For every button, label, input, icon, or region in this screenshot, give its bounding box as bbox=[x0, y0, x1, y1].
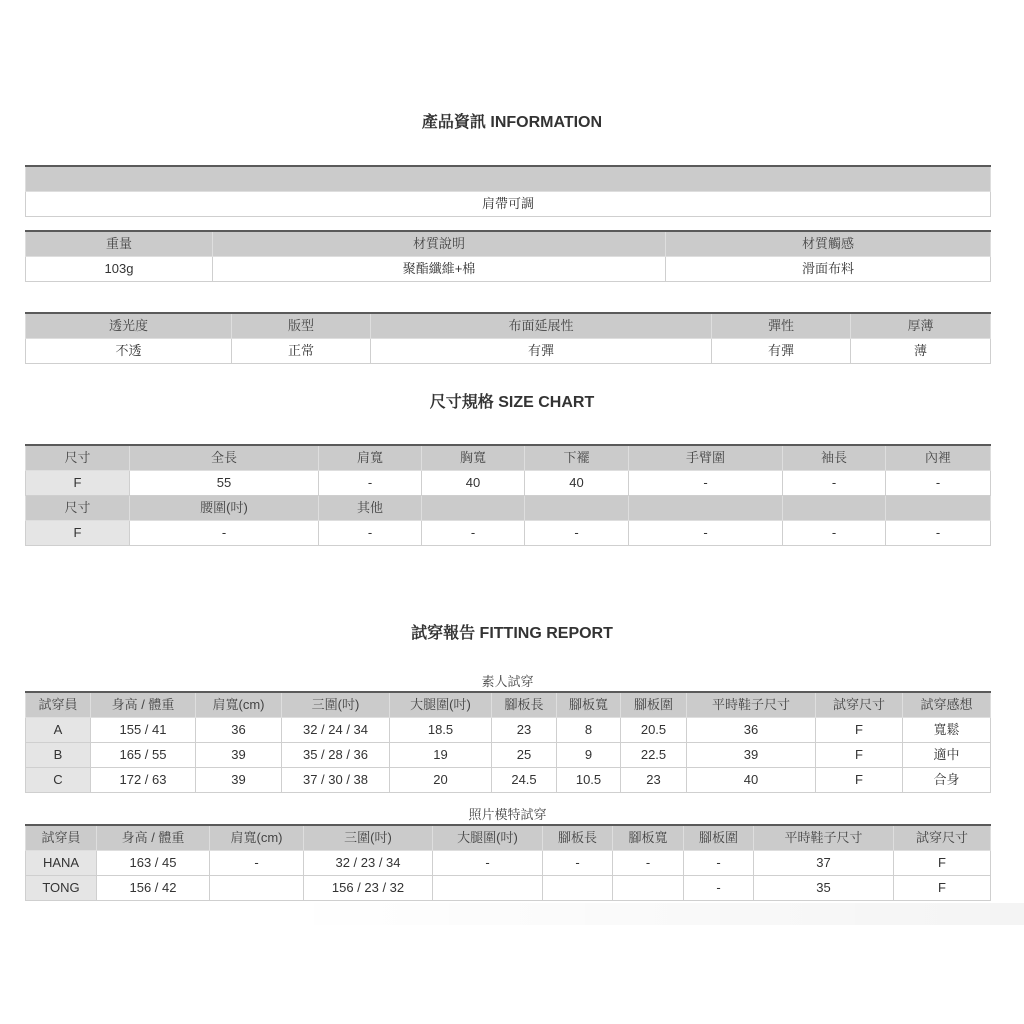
fabric-header-cell: 透光度 bbox=[26, 313, 232, 338]
fabric-cell: 不透 bbox=[26, 338, 232, 363]
material-header-cell: 材質觸感 bbox=[666, 231, 991, 256]
size-cell: - bbox=[629, 470, 783, 495]
size-header-cell: 尺寸 bbox=[26, 445, 130, 470]
table-row bbox=[26, 338, 991, 363]
model-label-cell: HANA bbox=[26, 850, 97, 875]
models-caption: 照片模特試穿 bbox=[468, 807, 547, 822]
tester-label-cell: B bbox=[26, 742, 91, 767]
amateur-header-cell: 試穿感想 bbox=[903, 692, 991, 717]
model-cell: F bbox=[894, 850, 991, 875]
material-cell: 103g bbox=[26, 256, 213, 281]
model-label-cell: TONG bbox=[26, 875, 97, 900]
amateur-cell: 155 / 41 bbox=[91, 717, 196, 742]
amateur-cell: 172 / 63 bbox=[91, 767, 196, 792]
amateur-cell: 19 bbox=[390, 742, 492, 767]
size-cell: - bbox=[319, 520, 422, 545]
amateur-cell: 10.5 bbox=[557, 767, 621, 792]
size-header-cell: 其他 bbox=[319, 495, 422, 520]
amateur-cell: 20 bbox=[390, 767, 492, 792]
table-row bbox=[26, 850, 991, 875]
size-header-cell: 尺寸 bbox=[26, 495, 130, 520]
amateur-header-cell: 身高 / 體重 bbox=[91, 692, 196, 717]
model-header-cell: 肩寬(cm) bbox=[210, 825, 304, 850]
amateur-caption: 素人試穿 bbox=[481, 674, 534, 689]
amateur-cell: 8 bbox=[557, 717, 621, 742]
size-header-cell-empty bbox=[629, 495, 783, 520]
model-fitting-table bbox=[25, 824, 991, 901]
amateur-cell: 23 bbox=[492, 717, 557, 742]
table-row bbox=[26, 717, 991, 742]
amateur-header-cell: 平時鞋子尺寸 bbox=[687, 692, 816, 717]
amateur-cell: 35 / 28 / 36 bbox=[282, 742, 390, 767]
model-cell bbox=[543, 875, 613, 900]
model-header-cell: 腳板長 bbox=[543, 825, 613, 850]
amateur-cell: 36 bbox=[687, 717, 816, 742]
amateur-header-cell: 試穿尺寸 bbox=[816, 692, 903, 717]
size-cell: - bbox=[783, 470, 886, 495]
amateur-header-cell: 腳板圍 bbox=[621, 692, 687, 717]
model-cell: 37 bbox=[754, 850, 894, 875]
size-header-cell: 胸寬 bbox=[422, 445, 525, 470]
amateur-header-cell: 試穿員 bbox=[26, 692, 91, 717]
amateur-cell: 適中 bbox=[903, 742, 991, 767]
table-row bbox=[26, 767, 991, 792]
model-header-cell: 腳板圍 bbox=[684, 825, 754, 850]
amateur-header-cell: 肩寬(cm) bbox=[196, 692, 282, 717]
amateur-cell: 32 / 24 / 34 bbox=[282, 717, 390, 742]
model-cell: 35 bbox=[754, 875, 894, 900]
size-header-cell: 內裡 bbox=[886, 445, 991, 470]
amateur-cell: 合身 bbox=[903, 767, 991, 792]
amateur-cell: 寬鬆 bbox=[903, 717, 991, 742]
size-cell: - bbox=[130, 520, 319, 545]
model-cell: - bbox=[210, 850, 304, 875]
size-header-cell: 全長 bbox=[130, 445, 319, 470]
fabric-header-cell: 厚薄 bbox=[851, 313, 991, 338]
model-header-cell: 三圍(吋) bbox=[304, 825, 433, 850]
model-cell: - bbox=[433, 850, 543, 875]
table-row bbox=[26, 191, 991, 216]
amateur-fitting-table bbox=[25, 691, 991, 793]
model-header-cell: 大腿圍(吋) bbox=[433, 825, 543, 850]
material-cell: 聚酯纖維+棉 bbox=[213, 256, 666, 281]
amateur-cell: 18.5 bbox=[390, 717, 492, 742]
model-header-cell: 試穿尺寸 bbox=[894, 825, 991, 850]
tester-label-cell: C bbox=[26, 767, 91, 792]
amateur-cell: 25 bbox=[492, 742, 557, 767]
model-cell: - bbox=[543, 850, 613, 875]
material-header-cell: 重量 bbox=[26, 231, 213, 256]
amateur-cell: F bbox=[816, 767, 903, 792]
size-header-cell: 手臂圍 bbox=[629, 445, 783, 470]
amateur-header-cell: 三圍(吋) bbox=[282, 692, 390, 717]
model-cell: - bbox=[684, 875, 754, 900]
table-row bbox=[26, 875, 991, 900]
model-cell bbox=[433, 875, 543, 900]
feature-cell: 肩帶可調 bbox=[26, 191, 991, 216]
size-label-cell: F bbox=[26, 470, 130, 495]
amateur-cell: 39 bbox=[196, 767, 282, 792]
amateur-cell: 165 / 55 bbox=[91, 742, 196, 767]
amateur-header-cell: 腳板長 bbox=[492, 692, 557, 717]
size-cell: - bbox=[886, 520, 991, 545]
feature-header-cell bbox=[26, 166, 991, 191]
model-header-cell: 身高 / 體重 bbox=[97, 825, 210, 850]
model-header-cell: 試穿員 bbox=[26, 825, 97, 850]
model-header-cell: 平時鞋子尺寸 bbox=[754, 825, 894, 850]
fabric-cell: 有彈 bbox=[371, 338, 712, 363]
size-cell: - bbox=[422, 520, 525, 545]
size-chart-table bbox=[25, 444, 991, 546]
amateur-cell: 24.5 bbox=[492, 767, 557, 792]
model-cell: - bbox=[684, 850, 754, 875]
size-header-cell: 肩寬 bbox=[319, 445, 422, 470]
amateur-header-cell: 腳板寬 bbox=[557, 692, 621, 717]
size-header-cell: 腰圍(吋) bbox=[130, 495, 319, 520]
amateur-header-cell: 大腿圍(吋) bbox=[390, 692, 492, 717]
table-header-row bbox=[26, 445, 991, 470]
fitting-report-title: 試穿報告 FITTING REPORT bbox=[411, 625, 613, 642]
size-header-cell-empty bbox=[783, 495, 886, 520]
amateur-cell: F bbox=[816, 717, 903, 742]
model-cell bbox=[613, 875, 684, 900]
table-header-row bbox=[26, 166, 991, 191]
table-header-row bbox=[26, 495, 991, 520]
amateur-cell: 40 bbox=[687, 767, 816, 792]
fabric-cell: 正常 bbox=[232, 338, 371, 363]
size-header-cell-empty bbox=[525, 495, 629, 520]
fabric-header-cell: 版型 bbox=[232, 313, 371, 338]
table-header-row bbox=[26, 825, 991, 850]
feature-table bbox=[25, 165, 991, 217]
material-table bbox=[25, 230, 991, 282]
amateur-cell: 36 bbox=[196, 717, 282, 742]
table-row bbox=[26, 470, 991, 495]
size-cell: - bbox=[886, 470, 991, 495]
model-cell bbox=[210, 875, 304, 900]
size-cell: 40 bbox=[422, 470, 525, 495]
amateur-cell: 39 bbox=[687, 742, 816, 767]
size-header-cell-empty bbox=[422, 495, 525, 520]
material-header-cell: 材質說明 bbox=[213, 231, 666, 256]
table-row bbox=[26, 742, 991, 767]
model-cell: F bbox=[894, 875, 991, 900]
size-header-cell: 袖長 bbox=[783, 445, 886, 470]
amateur-cell: 37 / 30 / 38 bbox=[282, 767, 390, 792]
size-cell: - bbox=[629, 520, 783, 545]
model-cell: 163 / 45 bbox=[97, 850, 210, 875]
fabric-cell: 有彈 bbox=[712, 338, 851, 363]
material-cell: 滑面布料 bbox=[666, 256, 991, 281]
table-row bbox=[26, 256, 991, 281]
table-header-row bbox=[26, 231, 991, 256]
model-header-cell: 腳板寬 bbox=[613, 825, 684, 850]
model-cell: 156 / 42 bbox=[97, 875, 210, 900]
table-header-row bbox=[26, 313, 991, 338]
amateur-cell: 23 bbox=[621, 767, 687, 792]
model-cell: 32 / 23 / 34 bbox=[304, 850, 433, 875]
model-cell: - bbox=[613, 850, 684, 875]
fabric-cell: 薄 bbox=[851, 338, 991, 363]
table-row bbox=[26, 520, 991, 545]
amateur-cell: 20.5 bbox=[621, 717, 687, 742]
tester-label-cell: A bbox=[26, 717, 91, 742]
amateur-cell: F bbox=[816, 742, 903, 767]
fabric-table bbox=[25, 312, 991, 364]
table-header-row bbox=[26, 692, 991, 717]
size-label-cell: F bbox=[26, 520, 130, 545]
size-cell: - bbox=[319, 470, 422, 495]
amateur-cell: 9 bbox=[557, 742, 621, 767]
size-cell: - bbox=[783, 520, 886, 545]
information-title: 產品資訊 INFORMATION bbox=[421, 114, 603, 131]
model-cell: 156 / 23 / 32 bbox=[304, 875, 433, 900]
size-header-cell-empty bbox=[886, 495, 991, 520]
bottom-shade-decoration bbox=[280, 903, 1024, 925]
size-cell: 55 bbox=[130, 470, 319, 495]
size-cell: - bbox=[525, 520, 629, 545]
size-header-cell: 下襬 bbox=[525, 445, 629, 470]
fabric-header-cell: 彈性 bbox=[712, 313, 851, 338]
fabric-header-cell: 布面延展性 bbox=[371, 313, 712, 338]
amateur-cell: 39 bbox=[196, 742, 282, 767]
size-chart-title: 尺寸規格 SIZE CHART bbox=[429, 394, 595, 411]
size-cell: 40 bbox=[525, 470, 629, 495]
amateur-cell: 22.5 bbox=[621, 742, 687, 767]
